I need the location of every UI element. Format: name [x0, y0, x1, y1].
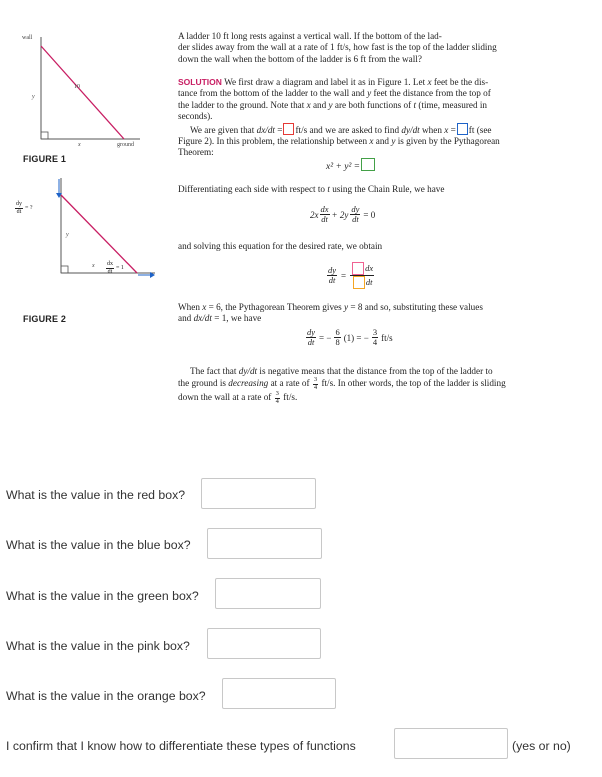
- figure-2-label: FIGURE 2: [23, 314, 67, 324]
- solution-block: SOLUTION We first draw a diagram and label it as in Figure 1. Let x feet be the dis- tance from the bottom of the ladder to the wall and y feet the distance from the top of the ladder to the ground. Note that x and y are both functions of t (time, measured in seconds). We are given that dx/dt = ft/s and we are asked to find dy/dt when x = ft (see Figure 2). In this problem, the relationship between x and y is given by the Pythagorean Theorem:: [178, 77, 500, 158]
- pink-orange-fraction: $\frac{dx}{dt}$: [350, 262, 374, 289]
- figure-1: [20, 32, 150, 172]
- differentiate-intro: Differentiating each side with respect to t using the Chain Rule, we have: [178, 184, 445, 194]
- problem-statement: A ladder 10 ft long rests against a vertical wall. If the bottom of the lad- der slides away from the wall at a rate of 1 ft/s, how fast is the top of the ladder sliding down the wall when the bottom of the ladder is 6 ft from the wall?: [178, 31, 497, 64]
- pink-box: [352, 262, 364, 275]
- answer-orange-input[interactable]: [222, 678, 336, 709]
- wall-label: wall: [22, 35, 33, 41]
- figure-2: [16, 175, 160, 305]
- ground-label: ground: [117, 142, 134, 148]
- y-label: y: [66, 232, 69, 238]
- solve-intro: and solving this equation for the desired rate, we obtain: [178, 241, 383, 251]
- red-box: [283, 123, 294, 135]
- ladder-length-label: 10: [74, 84, 80, 90]
- x-label: x: [92, 263, 95, 269]
- chain-rule-equation: 2x $\frac{dx}{dt}$ + 2y $\frac{dy}{dt}$ = 0: [310, 204, 376, 224]
- confirm-input[interactable]: [394, 728, 508, 759]
- answer-red-input[interactable]: [201, 478, 316, 509]
- green-box: [361, 158, 375, 171]
- x-label: x: [78, 142, 81, 148]
- dx-dt-label: $\frac{dx}{dt}$ = 1: [107, 261, 124, 275]
- y-label: y: [32, 94, 35, 100]
- dy-dt-label: $\frac{dy}{dt}$ = ?: [16, 201, 33, 215]
- right-angle-marker: [61, 266, 68, 273]
- answer-green-input[interactable]: [215, 578, 321, 609]
- result-equation: $\frac{dy}{dt}$ = − $\frac{6}{8}$ (1) = − $\frac{3}{4}$ ft/s: [307, 327, 393, 347]
- right-angle-marker: [41, 132, 48, 139]
- question-pink-label: What is the value in the pink box?: [6, 639, 190, 653]
- substitution-text: When x = 6, the Pythagorean Theorem gives y = 8 and so, substituting these values and dx/dt = 1, we have: [178, 302, 483, 324]
- question-red-label: What is the value in the red box?: [6, 488, 186, 502]
- solved-rate-equation: $\frac{dy}{dt}$ = $\frac{dx}{dt}$: [328, 263, 374, 287]
- ladder-line: [61, 195, 137, 273]
- question-orange-label: What is the value in the orange box?: [6, 689, 206, 703]
- question-green-label: What is the value in the green box?: [6, 589, 199, 603]
- pythagorean-equation: x² + y² =: [326, 158, 376, 172]
- answer-pink-input[interactable]: [207, 628, 321, 659]
- conclusion-text: The fact that dy/dt is negative means that the distance from the top of the ladder to the ground is decreasing at a rate of $\frac{3}{4}$ ft/s. In other words, the top of the ladder is sliding down the wall at a rate of $\frac{3}{4}$ ft/s.: [178, 366, 506, 405]
- figure-2-diagram: [20, 175, 160, 285]
- blue-box: [457, 123, 468, 135]
- figure-1-diagram: [20, 32, 150, 157]
- confirm-hint: (yes or no): [512, 739, 571, 753]
- question-blue-label: What is the value in the blue box?: [6, 538, 191, 552]
- confirm-label: I confirm that I know how to differentiate these types of functions: [6, 739, 356, 753]
- answer-blue-input[interactable]: [207, 528, 322, 559]
- solution-heading: SOLUTION: [178, 77, 222, 87]
- figure-1-label: FIGURE 1: [23, 154, 67, 164]
- ladder-line: [41, 46, 124, 139]
- orange-box: [353, 276, 365, 289]
